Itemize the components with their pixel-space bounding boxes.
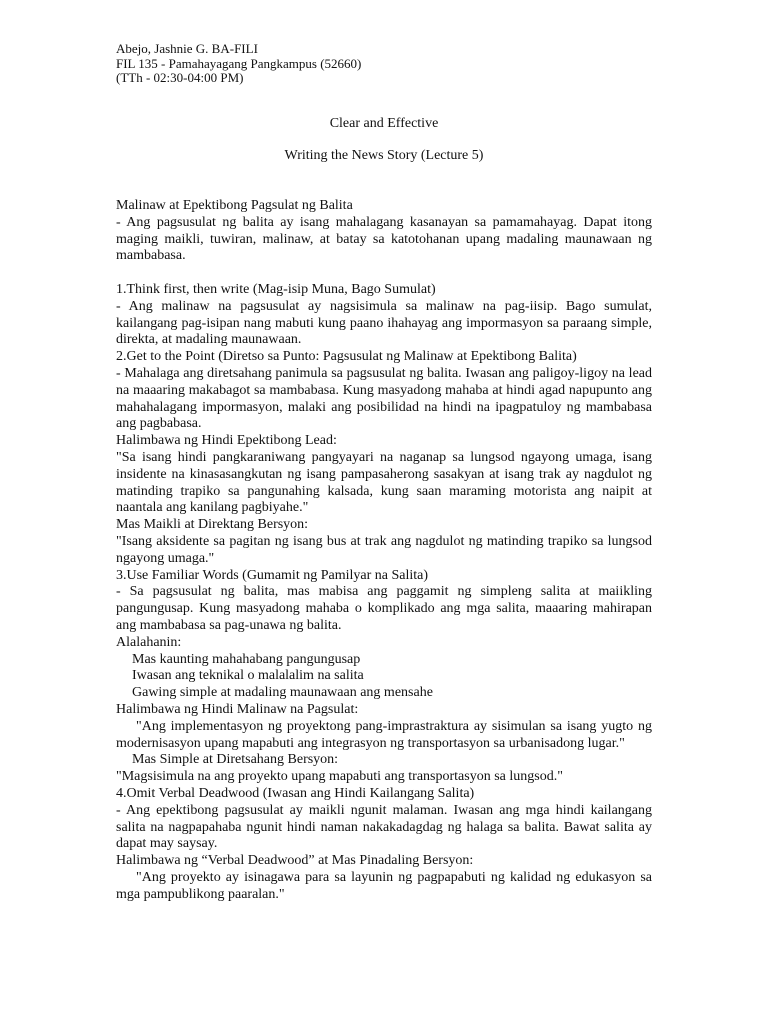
intro-paragraph: - Ang pagsusulat ng balita ay isang mahalagang kasanayan sa pamamahayag. Dapat itong maging maikli, tuwiran, malinaw, at batay sa katotohanan upang madaling maunawaan ng mambabasa. xyxy=(116,214,652,264)
section-1-paragraph: - Ang malinaw na pagsusulat ay nagsisimula sa malinaw na pag-iisip. Bago sumulat, kailangang pag-isipan nang mabuti kung paano ihahayag ang impormasyon sa paraang simple, direkta, at madaling maunawaan. xyxy=(116,298,652,348)
author-line: Abejo, Jashnie G. BA-FILI xyxy=(116,41,258,56)
reminder-item: Iwasan ang teknikal o malalalim na salita xyxy=(132,668,364,684)
section-3-heading: 3.Use Familiar Words (Gumamit ng Pamilyar na Salita) xyxy=(116,567,429,583)
section-4-paragraph: - Ang epektibong pagsusulat ay maikli ngunit malaman. Iwasan ang mga hindi kailangang salita na nagpapahaba ngunit hindi naman nakakadagdag ng halaga sa balita. Bawat salita ay dapat may saysay. xyxy=(116,802,652,852)
section-3-reminder-label: Alalahanin: xyxy=(116,634,182,650)
document-body xyxy=(116,198,652,903)
title-line-2: Writing the News Story (Lecture 5) xyxy=(284,148,484,164)
intro-heading: Malinaw at Epektibong Pagsulat ng Balita xyxy=(116,198,353,214)
course-line: FIL 135 - Pamahayagang Pangkampus (52660) xyxy=(116,55,362,71)
section-1-heading: 1.Think first, then write (Mag-isip Muna, Bago Sumulat) xyxy=(116,282,436,298)
section-2-paragraph: - Mahalaga ang diretsahang panimula sa pagsusulat ng balita. Iwasan ang paligoy-ligoy na lead na maaaring makabagot sa mambabasa. Kung masyadong mahaba at hindi agad napupunto ang mahahalagang impormasyon, malaki ang posibilidad na hindi na ipagpatuloy ng mambabasa ang pagbabasa. xyxy=(116,366,652,432)
paragraph-gap xyxy=(116,265,652,282)
section-2-good-label: Mas Maikli at Direktang Bersyon: xyxy=(116,517,309,533)
title-line-1: Clear and Effective xyxy=(329,115,439,131)
reminder-item: Mas kaunting mahahabang pangungusap xyxy=(132,651,361,667)
section-4-example: "Ang proyekto ay isinagawa para sa layunin ng pagpapabuti ng kalidad ng edukasyon sa mga pampublikong paaralan." xyxy=(116,869,652,902)
section-2-bad-example: "Sa isang hindi pangkaraniwang pangyayari na naganap sa lungsod ngayong umaga, isang insidente na kinasasangkutan ng isang pampasaherong sasakyan at isang trak ay nagdulot ng matinding trapiko sa pangunahing kalsada, kung saan maraming motorista ang naipit at naantala ang kanilang pagbiyahe." xyxy=(116,450,652,516)
section-4-heading: 4.Omit Verbal Deadwood (Iwasan ang Hindi Kailangang Salita) xyxy=(116,785,475,801)
document-page xyxy=(116,42,652,904)
section-2-good-example: "Isang aksidente sa pagitan ng isang bus at trak ang nagdulot ng matinding trapiko sa lungsod ngayong umaga." xyxy=(116,534,652,566)
section-3-good-label: Mas Simple at Diretsahang Bersyon: xyxy=(132,752,339,768)
schedule-line: (TTh - 02:30-04:00 PM) xyxy=(116,70,244,85)
reminder-item: Gawing simple at madaling maunawaan ang mensahe xyxy=(132,685,433,701)
section-3-paragraph: - Sa pagsusulat ng balita, mas mabisa ang paggamit ng simpleng salita at maiikling pangungusap. Kung masyadong mahaba o komplikado ang mga salita, maaaring mahirapan ang mambabasa sa pag-unawa ng balita. xyxy=(116,584,652,634)
section-3-bad-label: Halimbawa ng Hindi Malinaw na Pagsulat: xyxy=(116,702,359,717)
section-3-good-example: "Magsisimula na ang proyekto upang mapabuti ang transportasyon sa lungsod." xyxy=(116,769,563,785)
section-2-bad-label: Halimbawa ng Hindi Epektibong Lead: xyxy=(116,433,337,449)
document-header xyxy=(116,42,652,86)
section-3-bad-example: "Ang implementasyon ng proyektong pang-imprastraktura ay sisimulan sa isang yugto ng modernisasyon upang mapabuti ang integrasyon ng transportasyon sa urbanisadong lugar." xyxy=(116,718,652,751)
section-4-example-label: Halimbawa ng “Verbal Deadwood” at Mas Pinadaling Bersyon: xyxy=(116,853,474,869)
section-2-heading: 2.Get to the Point (Diretso sa Punto: Pagsusulat ng Malinaw at Epektibong Balita) xyxy=(116,349,577,365)
document-title xyxy=(116,116,652,166)
